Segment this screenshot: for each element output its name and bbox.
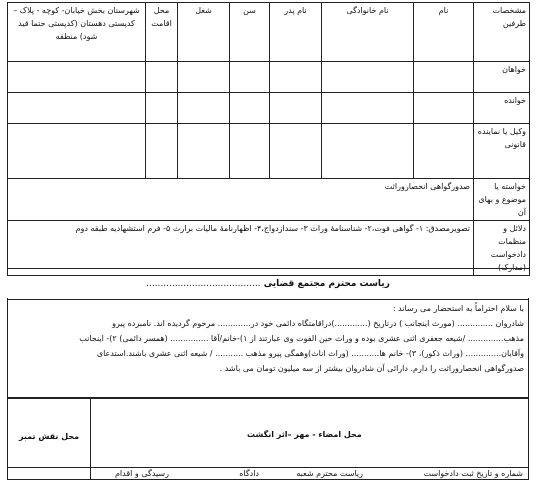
claim-value[interactable]: صدورگواهی انحصاروراثت <box>8 179 474 221</box>
lawyer-job-cell[interactable] <box>178 124 230 179</box>
footer-registration: شماره و تاریخ ثبت دادخواست <box>423 469 523 478</box>
row-label-lawyer: وکیل یا نماینده قانونی <box>474 124 530 179</box>
body-line-1: با سلام احتراماً به استحضار می رساند : <box>392 304 524 313</box>
lawyer-age-cell[interactable] <box>230 124 270 179</box>
applicant-job-cell[interactable] <box>178 62 230 93</box>
row-label-claim: خواسته یا موضوع و بهای آن <box>474 179 530 221</box>
applicant-first-name-cell[interactable] <box>414 62 474 93</box>
applicant-row <box>8 62 530 93</box>
header-last-name: نام خانوادگی <box>322 3 414 62</box>
applicant-address-cell[interactable] <box>8 62 146 93</box>
header-father-name: نام پدر <box>270 3 322 62</box>
lawyer-row <box>8 124 530 179</box>
evidence-value[interactable]: تصویرمصدق: ١- گواهی فوت،٢- شناسنامهٔ وراث ٣- سندازدواج،۴- اظهارنامهٔ مالیات برارث ۵- فرم استشهادیه طبقه دوم <box>8 221 474 276</box>
header-job: شغل <box>178 3 230 62</box>
lawyer-address-cell[interactable] <box>8 124 146 179</box>
respondent-row <box>8 93 530 124</box>
lawyer-last-name-cell[interactable] <box>322 124 414 179</box>
respondent-job-cell[interactable] <box>178 93 230 124</box>
header-first-name: نام <box>414 3 474 62</box>
court-title-dots: ........................................ <box>146 279 261 289</box>
stamp-label: محل نقش تمبر <box>18 432 80 441</box>
lawyer-father-name-cell[interactable] <box>270 124 322 179</box>
header-parties: مشخصات طرفین <box>474 3 530 62</box>
applicant-last-name-cell[interactable] <box>322 62 414 93</box>
court-title <box>7 268 529 300</box>
footer-action: رسیدگی و اقدام <box>114 469 169 478</box>
signature-label: محل امضاء - مهر –اثر انگشت <box>247 430 362 439</box>
respondent-residence-cell[interactable] <box>146 93 178 124</box>
header-address: شهرستان بخش خیابان- کوچه - پلاک – کدپستی دهستان (کدپستی حتما قید شود) منطقه <box>8 3 146 62</box>
footer-branch-head: ریاست محترم شعبه <box>296 469 363 478</box>
footer-court: دادگاه <box>239 469 259 478</box>
table-header-row <box>8 3 530 62</box>
body-line-4: وآقایان.............. (وراث ذکور)، ٣)- خانم ها........... (وراث اناث)وهمگی پیرو مذهب ........... / شیعه اثنی عشری باشند.استدعای <box>96 349 524 358</box>
lawyer-residence-cell[interactable] <box>146 124 178 179</box>
applicant-residence-cell[interactable] <box>146 62 178 93</box>
parties-table <box>7 2 530 276</box>
body-line-2: شادروان .............. (مورث اینجانب ) درتاریخ (.............)دراقامتگاه دائمی خود در............. مرحوم گردیده اند. نامبرده پیرو <box>112 319 524 328</box>
lawyer-first-name-cell[interactable] <box>414 124 474 179</box>
registration-footer <box>7 467 529 481</box>
header-age: سن <box>230 3 270 62</box>
respondent-father-name-cell[interactable] <box>270 93 322 124</box>
body-line-3: مذهب.............. /شیعه جعفری اثنی عشری بوده و وراث حین الفوت وی عبارتند از ١)-خانم/آقا ............... (همسر دائمی) ٢)- اینجانب <box>79 334 524 343</box>
header-residence: محل اقامت <box>146 3 178 62</box>
respondent-first-name-cell[interactable] <box>414 93 474 124</box>
row-label-respondent: خوانده <box>474 93 530 124</box>
respondent-last-name-cell[interactable] <box>322 93 414 124</box>
court-title-text: ریاست محترم مجتمع قضایی <box>263 279 390 289</box>
row-label-applicant: خواهان <box>474 62 530 93</box>
respondent-age-cell[interactable] <box>230 93 270 124</box>
applicant-father-name-cell[interactable] <box>270 62 322 93</box>
claim-row <box>8 179 530 221</box>
body-line-5: صدورگواهی انحصاروراثت را دارم. دارائی آن شادروان بیشتر از سه میلیون تومان می باشد . <box>219 364 524 373</box>
row-label-evidence: دلائل و منظمات دادخواست (مدارک) <box>474 221 530 276</box>
petition-body[interactable] <box>7 298 529 398</box>
respondent-address-cell[interactable] <box>8 93 146 124</box>
applicant-age-cell[interactable] <box>230 62 270 93</box>
